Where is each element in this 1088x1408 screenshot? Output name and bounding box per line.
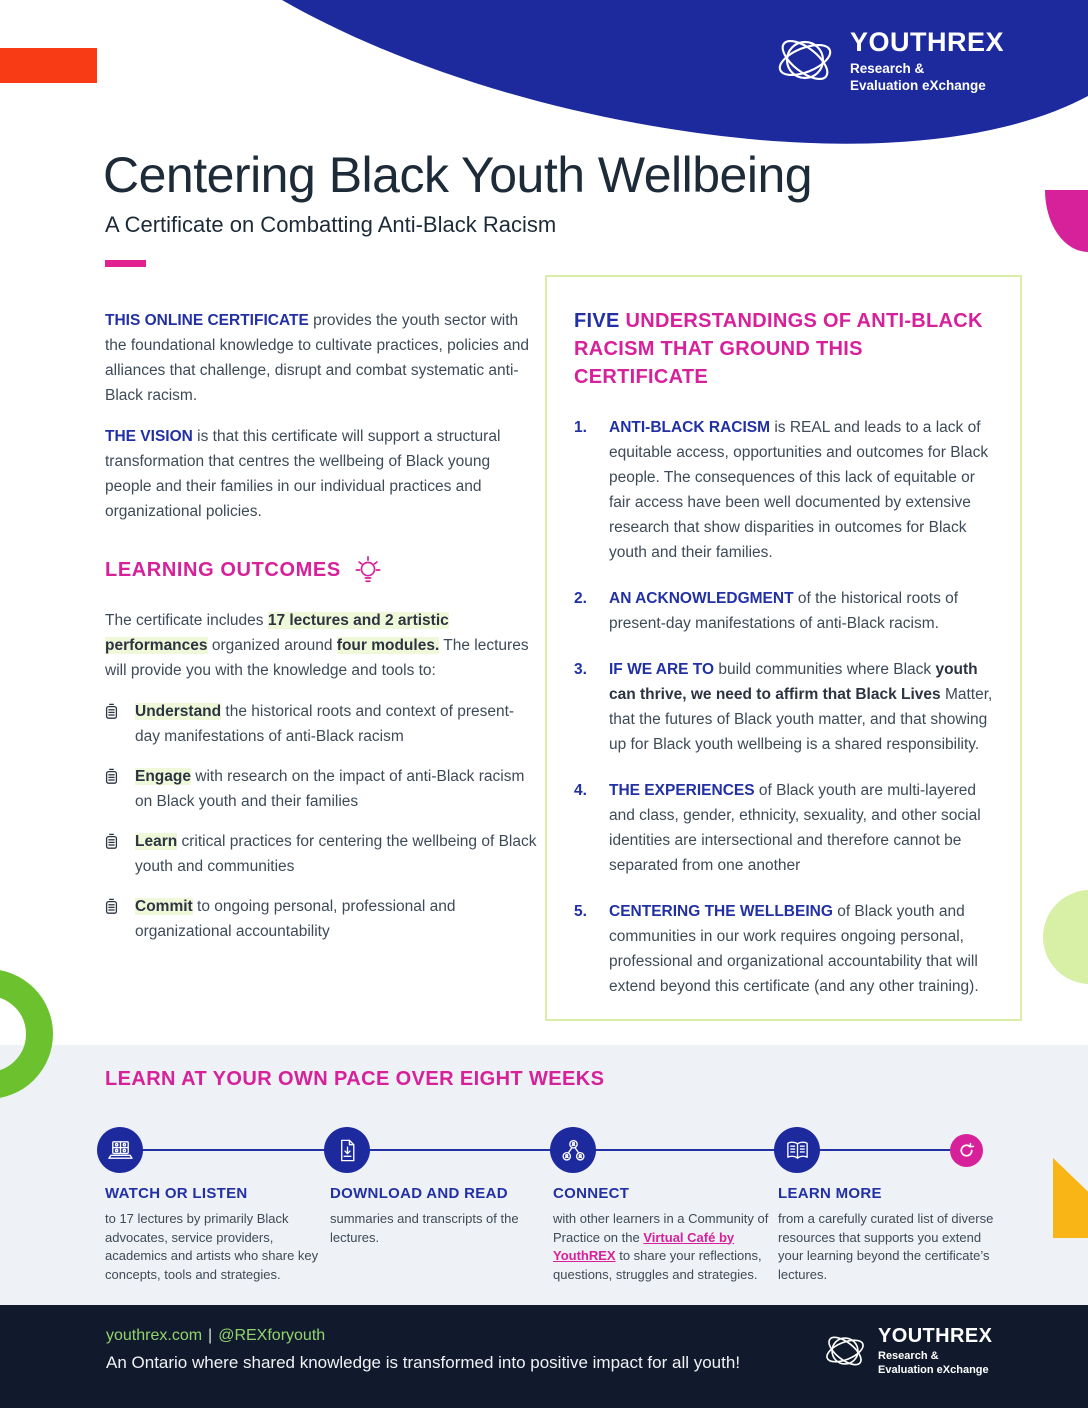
- step-learn-more: LEARN MORE from a carefully curated list of diverse resources that supports you extend your learning beyond the certificate’s lectures.: [778, 1185, 994, 1282]
- fist-bullet-icon: [105, 898, 118, 915]
- brand-tagline-1: Research &: [878, 1350, 939, 1362]
- five-understandings-box: [545, 275, 1022, 1021]
- footer: [0, 1305, 1088, 1408]
- decor-red-rectangle: [0, 48, 97, 83]
- brand-tagline-1: Research &: [850, 60, 925, 76]
- footer-social-handle[interactable]: @REXforyouth: [218, 1327, 326, 1344]
- list-item: Learn critical practices for centering the wellbeing of Black youth and communities: [105, 829, 537, 879]
- fist-bullet-icon: [105, 768, 118, 785]
- decor-pink-bar: [105, 260, 146, 267]
- decor-pink-corner: [1045, 190, 1088, 252]
- brand-tagline-2: Evaluation eXchange: [878, 1364, 989, 1376]
- fist-bullet-icon: [105, 703, 118, 720]
- learning-outcomes-list: [105, 699, 537, 944]
- laptop-lectures-icon: [107, 1137, 134, 1164]
- five-understandings-heading: FIVE UNDERSTANDINGS OF ANTI-BLACK RACISM THAT GROUND THIS CERTIFICATE: [574, 310, 983, 388]
- fist-bullet-icon: [105, 833, 118, 850]
- open-book-icon: [784, 1137, 811, 1164]
- footer-links: [106, 1327, 325, 1345]
- footer-separator: |: [208, 1327, 213, 1344]
- numbered-item: 4. THE EXPERIENCES of Black youth are multi-layered and class, gender, ethnicity, sexuality, and other social identities are intersectional and therefore cannot be separated from one another: [574, 782, 981, 874]
- step-watch-or-listen: WATCH OR LISTEN to 17 lectures by primarily Black advocates, service providers, academics and artists who share key concepts, tools and strategies.: [105, 1185, 319, 1282]
- download-document-icon: [334, 1137, 361, 1164]
- numbered-item: 2. AN ACKNOWLEDGMENT of the historical roots of present-day manifestations of anti-Black racism.: [574, 590, 959, 632]
- learning-outcomes-heading: LEARNING OUTCOMES: [105, 554, 537, 586]
- brand-tagline-2: Evaluation eXchange: [850, 77, 986, 93]
- timeline-node-download: [324, 1127, 370, 1173]
- intro-lead-2: THE VISION: [105, 428, 193, 445]
- list-item: Understand the historical roots and context of present-day manifestations of anti-Black racism: [105, 699, 537, 749]
- page-subtitle: A Certificate on Combatting Anti-Black Racism: [105, 212, 557, 237]
- decor-pale-green-circle: [1043, 890, 1088, 984]
- numbered-item: 1. ANTI-BLACK RACISM is REAL and leads to a lack of equitable access, opportunities and outcomes for Black people. The consequences of this lack of equitable or fair access have been well documented by extensive research that show disparities in outcomes for Black youth and their families.: [574, 419, 989, 561]
- step-download-and-read: DOWNLOAD AND READ summaries and transcripts of the lectures.: [330, 1185, 519, 1245]
- timeline-node-connect: [550, 1127, 596, 1173]
- numbered-item: 3. IF WE ARE TO build communities where Black youth can thrive, we need to affirm that Black Lives Matter, that the futures of Black youth matter, and that showing up for Black youth wellbeing is a shared responsibility.: [574, 661, 993, 753]
- youthrex-logo: [773, 26, 1004, 94]
- brand-name: YOUTHREX: [878, 1325, 993, 1347]
- footer-youthrex-logo: [822, 1325, 992, 1377]
- youthrex-globe-icon: [773, 26, 837, 94]
- intro-paragraph-1: THIS ONLINE CERTIFICATE provides the youth sector with the foundational knowledge to cultivate practices, policies and alliances that challenge, disrupt and combat systematic anti-Black racism.: [105, 312, 529, 404]
- intro-column: [105, 308, 537, 959]
- footer-tagline: An Ontario where shared knowledge is transformed into positive impact for all youth!: [106, 1353, 741, 1372]
- timeline-line: [120, 1149, 967, 1151]
- pace-heading: LEARN AT YOUR OWN PACE OVER EIGHT WEEKS: [105, 1068, 605, 1090]
- step-connect: CONNECT with other learners in a Community of Practice on the Virtual Café by YouthREX to share your reflections, questions, struggles and strategies.: [553, 1185, 769, 1282]
- youthrex-globe-icon: [822, 1326, 868, 1376]
- timeline-node-repeat: [950, 1134, 983, 1167]
- intro-lead-1: THIS ONLINE CERTIFICATE: [105, 312, 309, 329]
- numbered-item: 5. CENTERING THE WELLBEING of Black youth and communities in our work requires ongoing personal, professional and organizational accountability that will extend beyond this certificate (and any other training).: [574, 903, 979, 995]
- timeline-node-watch: [97, 1127, 143, 1173]
- list-item: Commit to ongoing personal, professional and organizational accountability: [105, 894, 537, 944]
- refresh-icon: [957, 1141, 976, 1160]
- lightbulb-icon: [353, 554, 383, 586]
- learning-outcomes-intro: The certificate includes 17 lectures and 2 artistic performances organized around four modules. The lectures will provide you with the knowledge and tools to:: [105, 612, 529, 679]
- timeline-node-learn-more: [774, 1127, 820, 1173]
- footer-website-link[interactable]: youthrex.com: [106, 1327, 203, 1344]
- brand-name: YOUTHREX: [850, 26, 1005, 57]
- list-item: Engage with research on the impact of anti-Black racism on Black youth and their families: [105, 764, 537, 814]
- page-title: Centering Black Youth Wellbeing: [103, 147, 813, 203]
- community-network-icon: [560, 1137, 587, 1164]
- virtual-cafe-link[interactable]: Virtual Café by YouthREX: [553, 1229, 735, 1263]
- intro-paragraph-2: THE VISION is that this certificate will support a structural transformation that centres the wellbeing of Black young people and their families in our individual practices and organizational policies.: [105, 428, 501, 520]
